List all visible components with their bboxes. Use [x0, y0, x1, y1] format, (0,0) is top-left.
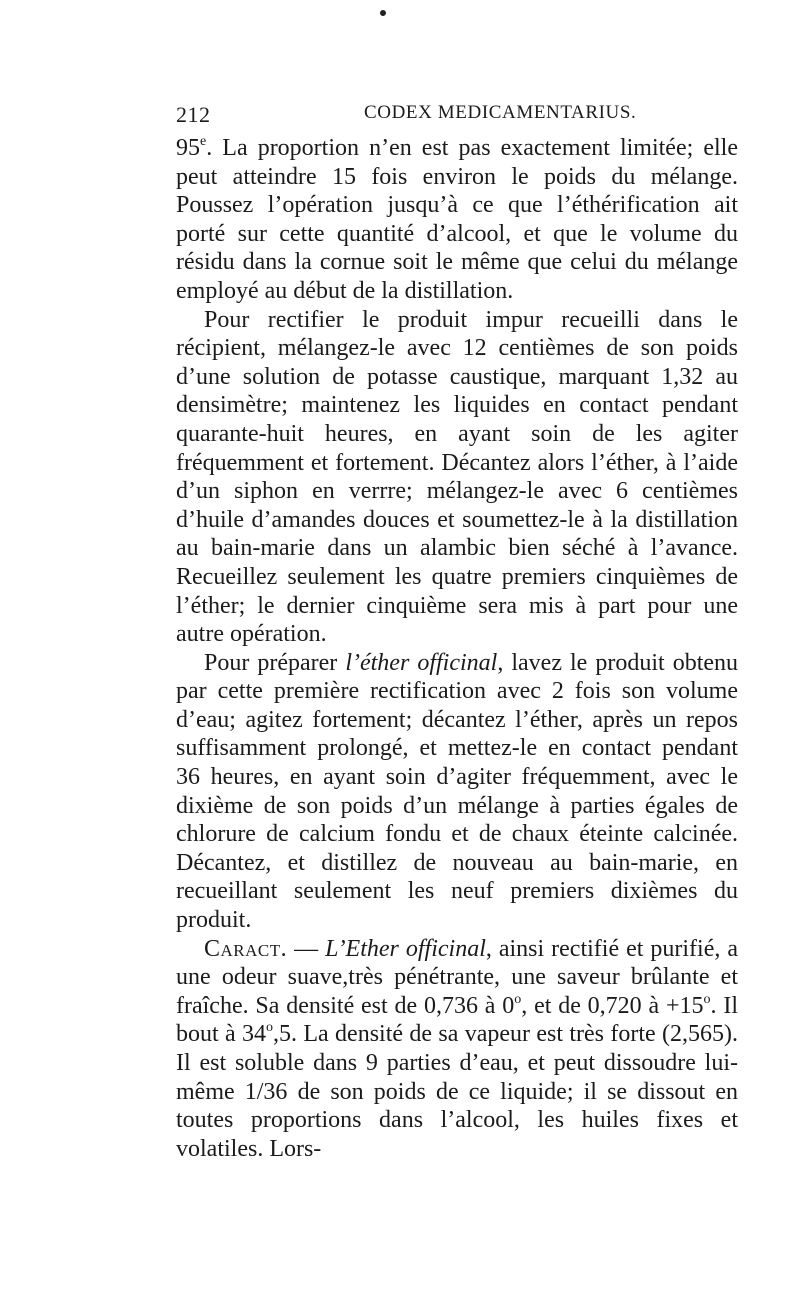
- p4-sup-1: o: [514, 991, 522, 1007]
- p4-sup-2: o: [703, 991, 711, 1007]
- paragraph-3: [176, 649, 738, 935]
- caract-label: Caract.: [204, 935, 288, 962]
- p1-text: . La proportion n’en est pas exactement limitée; elle peut atteindre 15 fois environ le poids du mélange. Poussez l’opération jusqu’à ce que l’éthérification ait porté sur cette quantité d’alcool, et que le volume du résidu dans la cornue soit le même que celui du mélange employé au début de la distillation.: [176, 135, 738, 304]
- paragraph-1: [176, 134, 738, 306]
- p4-text-c: . Il bout à 34: [176, 992, 738, 1048]
- page-header: [176, 100, 738, 130]
- p4-dash: —: [287, 935, 326, 962]
- p3-italic: l’éther officinal: [345, 649, 498, 676]
- paragraph-4: [176, 935, 738, 1164]
- p4-text-d: ,5. La densité de sa vapeur est très forte (2,565). Il est soluble dans 9 parties d’eau, et peut dissoudre lui-même 1/36 de son poids de ce liquide; il se dissout en toutes proportions dans l’alcool, les huiles fixes et volatiles. Lors-: [176, 1021, 738, 1162]
- p3-text-b: , lavez le produit obtenu par cette première rectification avec 2 fois son volume d’eau; agitez fortement; décantez l’éther, après un repos suffisamment prolongé, et mettez-le en contact pendant 36 heures, en ayant soin d’agiter fréquemment, avec le dixième de son poids d’un mélange à parties égales de chlorure de calcium fondu et de chaux éteinte calcinée. Décantez, et distillez de nouveau au bain-marie, en recueillant seulement les neuf premiers dixièmes du produit.: [176, 649, 739, 934]
- paragraph-2: Pour rectifier le produit impur recueilli dans le récipient, mélangez-le avec 12 centièmes de son poids d’une solution de potasse caustique, marquant 1,32 au densimètre; maintenez les liquides en contact pendant quarante-huit heures, en ayant soin de les agiter fréquemment et fortement. Décantez alors l’éther, à l’aide d’un siphon en verrre; mélangez-le avec 6 centièmes d’huile d’amandes douces et soumettez-le à la distillation au bain-marie dans un alambic bien séché à l’avance. Recueillez seulement les quatre premiers cinquièmes de l’éther; le dernier cinquième sera mis à part pour une autre opération.: [176, 306, 738, 648]
- p4-text-a: , ainsi rectifié et purifié, a une odeur suave,très pénétrante, une saveur brûlante et fraîche. Sa densité est de 0,736 à 0: [176, 935, 739, 1019]
- p1-sup: e: [200, 134, 207, 149]
- page-body: [176, 134, 738, 1163]
- page-number: 212: [176, 102, 211, 127]
- p3-text-a: Pour préparer: [204, 649, 346, 676]
- p4-italic: L’Ether officinal: [325, 935, 486, 962]
- running-title: CODEX MEDICAMENTARIUS.: [364, 102, 637, 123]
- ink-dot: [380, 10, 386, 16]
- p4-sup-3: o: [266, 1020, 274, 1036]
- p1-number: 95: [176, 135, 200, 161]
- p4-text-b: , et de 0,720 à +15: [521, 992, 704, 1019]
